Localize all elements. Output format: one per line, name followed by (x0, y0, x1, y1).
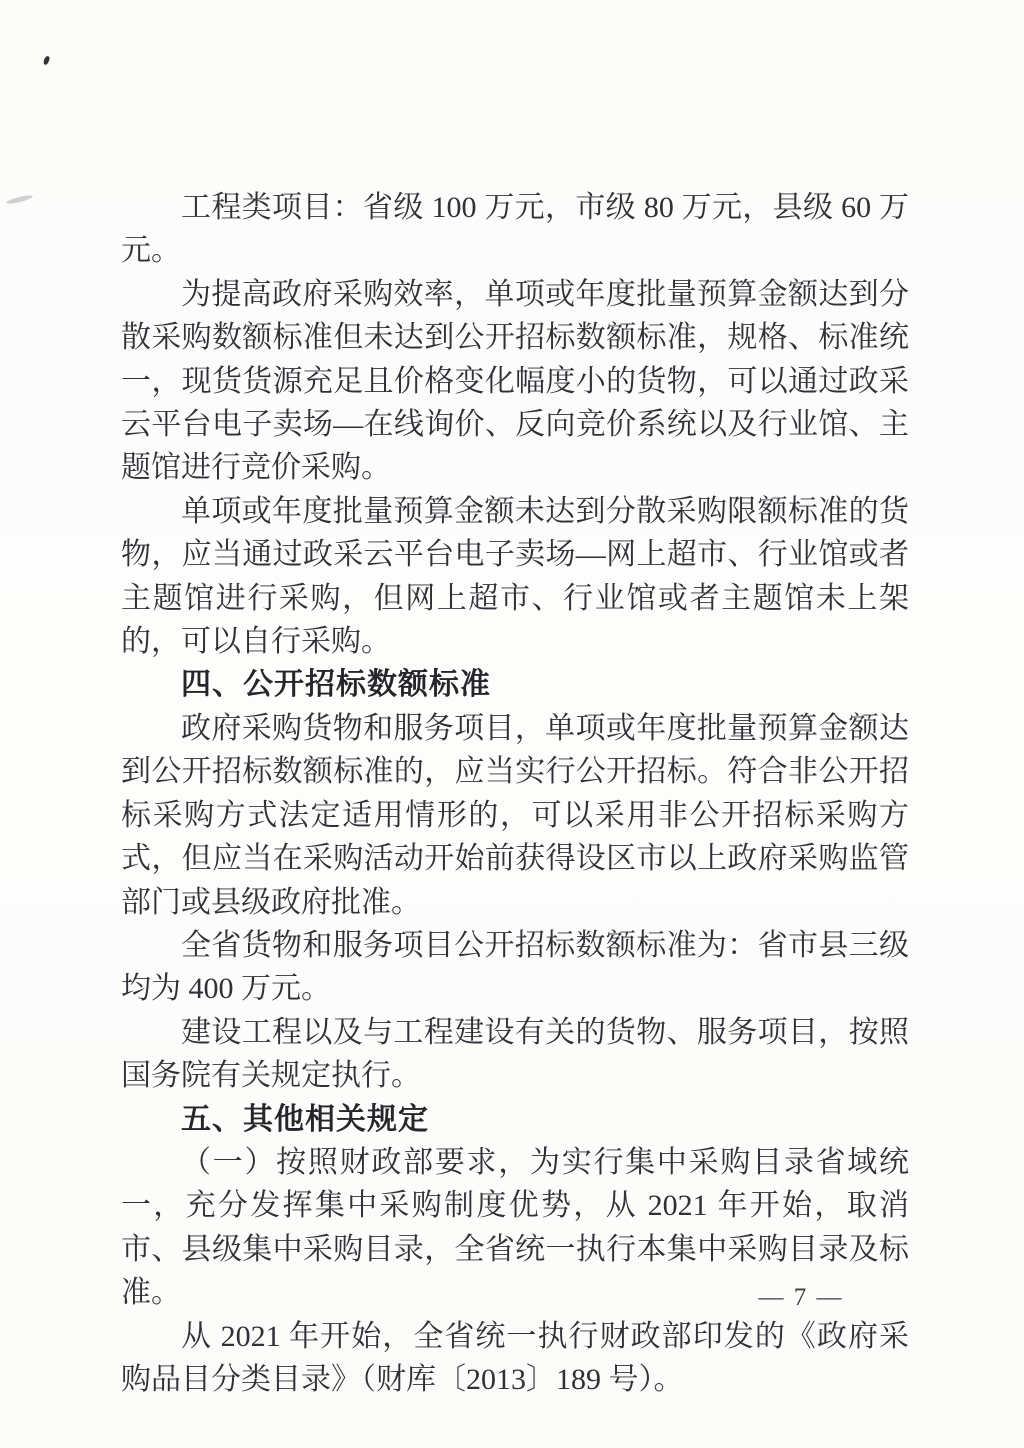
page-number: — 7 — (758, 1284, 844, 1311)
paragraph-mof-catalog: 从 2021 年开始，全省统一执行财政部印发的《政府采购品目分类目录》（财库〔2013〕189 号）。 (121, 1319, 909, 1396)
paragraph-online-mall-purchase: 单项或年度批量预算金额未达到分散采购限额标准的货物，应当通过政采云平台电子卖场—网上超市、行业馆或者主题馆进行采购，但网上超市、行业馆或者主题馆未上架的，可以自行采购。 (121, 494, 909, 659)
paragraph-construction-rule: 建设工程以及与工程建设有关的货物、服务项目，按照国务院有关规定执行。 (121, 1015, 909, 1093)
section-heading-4-open-tender: 四、公开招标数额标准 (181, 668, 491, 702)
scan-artifact-speck (43, 55, 51, 65)
paragraph-competitive-pricing: 为提高政府采购效率，单项或年度批量预算金额达到分散采购数额标准但未达到公开招标数额标准，规格、标准统一，现货货源充足且价格变化幅度小的货物，可以通过政采云平台电子卖场—在线询价、反向竞价系统以及行业馆、主题馆进行竞价采购。 (121, 277, 909, 485)
paragraph-works-thresholds: 工程类项目：省级 100 万元，市级 80 万元，县级 60 万元。 (121, 191, 909, 268)
paragraph-open-tender-threshold: 全省货物和服务项目公开招标数额标准为：省市县三级均为 400 万元。 (121, 928, 909, 1006)
paragraph-catalog-unification: （一）按照财政部要求，为实行集中采购目录省域统一，充分发挥集中采购制度优势，从 2021 年开始，取消市、县级集中采购目录，全省统一执行本集中采购目录及标准。 (121, 1145, 909, 1310)
section-heading-5-other-rules: 五、其他相关规定 (181, 1102, 429, 1136)
paragraph-open-tender-rule: 政府采购货物和服务项目，单项或年度批量预算金额达到公开招标数额标准的，应当实行公开招标。符合非公开招标采购方式法定适用情形的，可以采用非公开招标采购方式，但应当在采购活动开始前获得设区市以上政府采购监管部门或县级政府批准。 (121, 711, 909, 919)
scan-artifact-smudge (6, 194, 33, 205)
document-body (121, 186, 909, 1401)
